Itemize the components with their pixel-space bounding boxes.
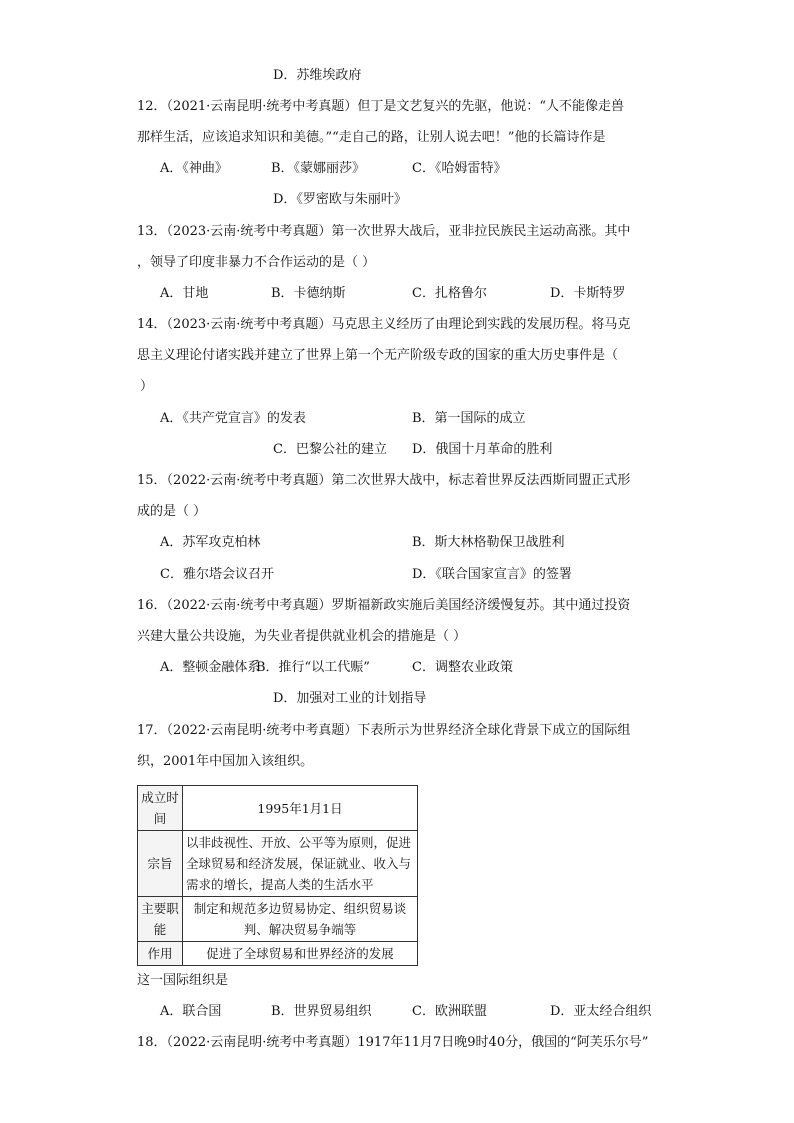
q16-option-a: A．整顿金融体系: [160, 660, 261, 675]
q14-stem-line-2: 思主义理论付诸实践并建立了世界上第一个无产阶级专政的国家的重大历史事件是（: [137, 348, 619, 363]
table-row: [138, 786, 418, 831]
wto-info-table: [137, 785, 418, 966]
table-value: 1995年1月1日: [183, 786, 418, 831]
q15-option-a: A．苏军攻克柏林: [160, 535, 261, 550]
q12-option-a: A．《神曲》: [160, 161, 228, 176]
table-key: 宗旨: [138, 831, 183, 897]
q17-stem-line-1: 17．（2022·云南昆明·统考中考真题）下表所示为世界经济全球化背景下成立的国际组: [137, 723, 631, 738]
q17-prompt: 这一国际组织是: [137, 973, 229, 988]
q14-option-b: B．第一国际的成立: [412, 411, 526, 426]
q13-option-b: B．卡德纳斯: [271, 286, 346, 301]
q13-stem-line-1: 13．（2023·云南·统考中考真题）第一次世界大战后，亚非拉民族民主运动高涨。其中: [137, 224, 631, 239]
table-row: [138, 942, 418, 966]
q13-option-d: D．卡斯特罗: [550, 286, 626, 301]
table-key: 成立时间: [138, 786, 183, 831]
q17-stem-line-2: 织，2001年中国加入该组织。: [137, 754, 314, 769]
q15-option-d: D．《联合国家宣言》的签署: [412, 567, 572, 582]
q12-option-d: D．《罗密欧与朱丽叶》: [273, 192, 407, 207]
table-value: 以非歧视性、开放、公平等为原则，促进全球贸易和经济发展，保证就业、收入与需求的增长，提高人类的生活水平: [183, 831, 418, 897]
q16-stem-line-2: 兴建大量公共设施，为失业者提供就业机会的措施是（ ）: [137, 629, 467, 644]
q16-option-c: C．调整农业政策: [412, 660, 513, 675]
table-key: 作用: [138, 942, 183, 966]
q15-option-b: B．斯大林格勒保卫战胜利: [412, 535, 565, 550]
q16-stem-line-1: 16．（2022·云南·统考中考真题）罗斯福新政实施后美国经济缓慢复苏。其中通过投资: [137, 598, 631, 613]
q16-option-d: D．加强对工业的计划指导: [273, 691, 427, 706]
q14-stem-line-1: 14．（2023·云南·统考中考真题）马克思主义经历了由理论到实践的发展历程。将马克: [137, 317, 631, 332]
q14-option-a: A．《共产党宣言》的发表: [160, 411, 306, 426]
table-key: 主要职能: [138, 897, 183, 942]
q12-option-c: C．《哈姆雷特》: [412, 161, 507, 176]
q16-option-b: B．推行“以工代赈”: [256, 660, 370, 675]
q13-option-a: A．甘地: [160, 286, 209, 301]
q17-option-c: C．欧洲联盟: [412, 1004, 487, 1019]
q15-stem-line-1: 15．（2022·云南·统考中考真题）第二次世界大战中，标志着世界反法西斯同盟正式形: [137, 473, 631, 488]
q17-option-d: D．亚太经合组织: [550, 1004, 652, 1019]
q17-option-b: B．世界贸易组织: [271, 1004, 372, 1019]
table-row: [138, 897, 418, 942]
q12-option-b: B．《蒙娜丽莎》: [271, 161, 366, 176]
q12-stem-line-2: 那样生活，应该追求知识和美德。”“走自己的路，让别人说去吧！”他的长篇诗作是: [137, 130, 606, 145]
table-row: [138, 831, 418, 897]
table-value: 促进了全球贸易和世界经济的发展: [183, 942, 418, 966]
q14-stem-line-3: ）: [140, 379, 154, 394]
q17-option-a: A．联合国: [160, 1004, 222, 1019]
q13-option-c: C．扎格鲁尔: [412, 286, 487, 301]
q18-stem-line-1: 18．（2022·云南昆明·统考中考真题）1917年11月7日晚9时40分，俄国的“阿芙乐尔号”: [137, 1035, 649, 1050]
q12-stem-line-1: 12．（2021·云南昆明·统考中考真题）但丁是文艺复兴的先驱，他说：“人不能像走兽: [137, 99, 625, 114]
q14-option-c: C．巴黎公社的建立: [273, 442, 387, 457]
q13-stem-line-2: ，领导了印度非暴力不合作运动的是（ ）: [137, 255, 376, 270]
table-value: 制定和规范多边贸易协定、组织贸易谈判、解决贸易争端等: [183, 897, 418, 942]
q15-stem-line-2: 成的是（ ）: [137, 504, 207, 519]
q14-option-d: D．俄国十月革命的胜利: [412, 442, 553, 457]
q15-option-c: C．雅尔塔会议召开: [160, 567, 274, 582]
q11-option-d: D．苏维埃政府: [273, 68, 362, 83]
